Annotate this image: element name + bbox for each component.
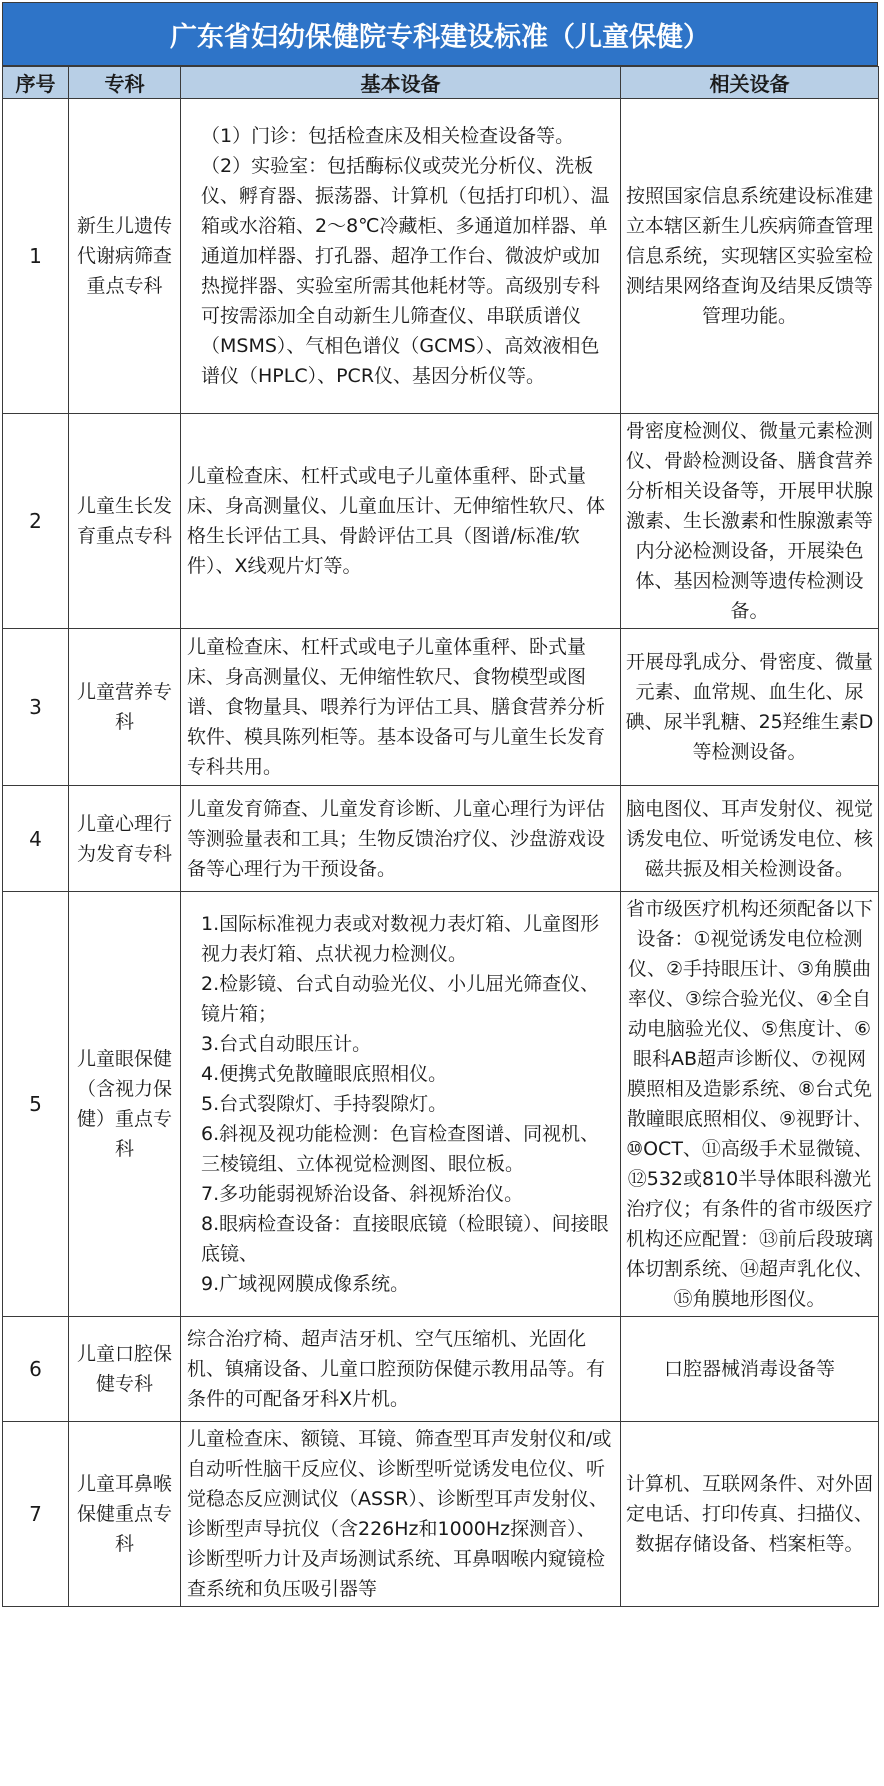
row-specialty: 儿童心理行为发育专科 [69,786,181,892]
row-specialty: 儿童口腔保健专科 [69,1317,181,1422]
row-index: 4 [3,786,69,892]
basic-equipment-line: 9.广域视网膜成像系统。 [201,1273,410,1295]
header-index: 序号 [3,67,69,99]
row-basic-equipment [181,892,621,1317]
standards-table [2,66,879,1607]
basic-equipment-line: 2.检影镜、台式自动验光仪、小儿屈光筛查仪、镜片箱； [201,973,600,1025]
table-header-row [3,67,879,99]
row-specialty: 儿童营养专科 [69,629,181,786]
row-index: 3 [3,629,69,786]
document-title: 广东省妇幼保健院专科建设标准（儿童保健） [2,2,878,66]
row-specialty: 新生儿遗传代谢病筛查重点专科 [69,99,181,414]
basic-equipment-line: 儿童检查床、杠杆式或电子儿童体重秤、卧式量床、身高测量仪、无伸缩性软尺、食物模型或图谱、食物量具、喂养行为评估工具、膳食营养分析软件、模具陈列柜等。基本设备可与儿童生长发育专科共用。 [187,636,606,778]
table-row [3,1317,879,1422]
basic-equipment-line: 5.台式裂隙灯、手持裂隙灯。 [201,1093,448,1115]
row-related-equipment: 开展母乳成分、骨密度、微量元素、血常规、血生化、尿碘、尿半乳糖、25羟维生素D等检测设备。 [621,629,879,786]
header-related-equipment: 相关设备 [621,67,879,99]
header-specialty: 专科 [69,67,181,99]
row-index: 2 [3,414,69,629]
row-specialty: 儿童耳鼻喉保健重点专科 [69,1422,181,1607]
basic-equipment-line: （2）实验室：包括酶标仪或荧光分析仪、洗板仪、孵育器、振荡器、计算机（包括打印机）、温箱或水浴箱、2～8℃冷藏柜、多通道加样器、单通道加样器、打孔器、超净工作台、微波炉或加热搅拌器、实验室所需其他耗材等。高级别专科可按需添加全自动新生儿筛查仪、串联质谱仪（MSMS）、气相色谱仪（GCMS）、高效液相色谱仪（HPLC）、PCR仪、基因分析仪等。 [201,155,610,387]
basic-equipment-line: 4.便携式免散瞳眼底照相仪。 [201,1063,448,1085]
basic-equipment-line: 儿童检查床、额镜、耳镜、筛查型耳声发射仪和/或自动听性脑干反应仪、诊断型听觉诱发电位仪、听觉稳态反应测试仪（ASSR）、诊断型耳声发射仪、诊断型声导抗仪（含226Hz和1000Hz探测音）、诊断型听力计及声场测试系统、耳鼻咽喉内窥镜检查系统和负压吸引器等 [187,1428,612,1600]
row-index: 5 [3,892,69,1317]
row-basic-equipment [181,414,621,629]
header-basic-equipment: 基本设备 [181,67,621,99]
basic-equipment-line: 1.国际标准视力表或对数视力表灯箱、儿童图形视力表灯箱、点状视力检测仪。 [201,913,600,965]
basic-equipment-line: 6.斜视及视功能检测：色盲检查图谱、同视机、三棱镜组、立体视觉检测图、眼位板。 [201,1123,600,1175]
basic-equipment-line: 3.台式自动眼压计。 [201,1033,372,1055]
row-basic-equipment [181,1317,621,1422]
row-related-equipment: 计算机、互联网条件、对外固定电话、打印传真、扫描仪、数据存储设备、档案柜等。 [621,1422,879,1607]
basic-equipment-line: 综合治疗椅、超声洁牙机、空气压缩机、光固化机、镇痛设备、儿童口腔预防保健示教用品等。有条件的可配备牙科X片机。 [187,1328,606,1410]
basic-equipment-line: （1）门诊：包括检查床及相关检查设备等。 [201,125,575,147]
row-index: 6 [3,1317,69,1422]
row-related-equipment: 骨密度检测仪、微量元素检测仪、骨龄检测设备、膳食营养分析相关设备等，开展甲状腺激素、生长激素和性腺激素等内分泌检测设备，开展染色体、基因检测等遗传检测设备。 [621,414,879,629]
row-related-equipment: 省市级医疗机构还须配备以下设备：①视觉诱发电位检测仪、②手持眼压计、③角膜曲率仪、③综合验光仪、④全自动电脑验光仪、⑤焦度计、⑥眼科AB超声诊断仪、⑦视网膜照相及造影系统、⑧台式免散瞳眼底照相仪、⑨视野计、⑩OCT、⑪高级手术显微镜、⑫532或810半导体眼科激光治疗仪；有条件的省市级医疗机构还应配置：⑬前后段玻璃体切割系统、⑭超声乳化仪、⑮角膜地形图仪。 [621,892,879,1317]
table-row [3,99,879,414]
row-index: 1 [3,99,69,414]
row-basic-equipment [181,1422,621,1607]
table-row [3,786,879,892]
table-row [3,1422,879,1607]
basic-equipment-line: 7.多功能弱视矫治设备、斜视矫治仪。 [201,1183,524,1205]
row-index: 7 [3,1422,69,1607]
row-related-equipment: 按照国家信息系统建设标准建立本辖区新生儿疾病筛查管理信息系统，实现辖区实验室检测结果网络查询及结果反馈等管理功能。 [621,99,879,414]
row-basic-equipment [181,629,621,786]
basic-equipment-line: 儿童检查床、杠杆式或电子儿童体重秤、卧式量床、身高测量仪、儿童血压计、无伸缩性软尺、体格生长评估工具、骨龄评估工具（图谱/标准/软件）、X线观片灯等。 [187,465,606,577]
basic-equipment-line: 儿童发育筛查、儿童发育诊断、儿童心理行为评估等测验量表和工具；生物反馈治疗仪、沙盘游戏设备等心理行为干预设备。 [187,797,606,880]
table-row [3,629,879,786]
row-specialty: 儿童生长发育重点专科 [69,414,181,629]
row-related-equipment: 口腔器械消毒设备等 [621,1317,879,1422]
table-row [3,892,879,1317]
table-row [3,414,879,629]
row-specialty: 儿童眼保健（含视力保健）重点专科 [69,892,181,1317]
row-basic-equipment [181,99,621,414]
basic-equipment-line: 8.眼病检查设备：直接眼底镜（检眼镜）、间接眼底镜、 [201,1213,609,1265]
standards-document [2,2,878,1607]
row-basic-equipment [181,786,621,892]
row-related-equipment: 脑电图仪、耳声发射仪、视觉诱发电位、听觉诱发电位、核磁共振及相关检测设备。 [621,786,879,892]
